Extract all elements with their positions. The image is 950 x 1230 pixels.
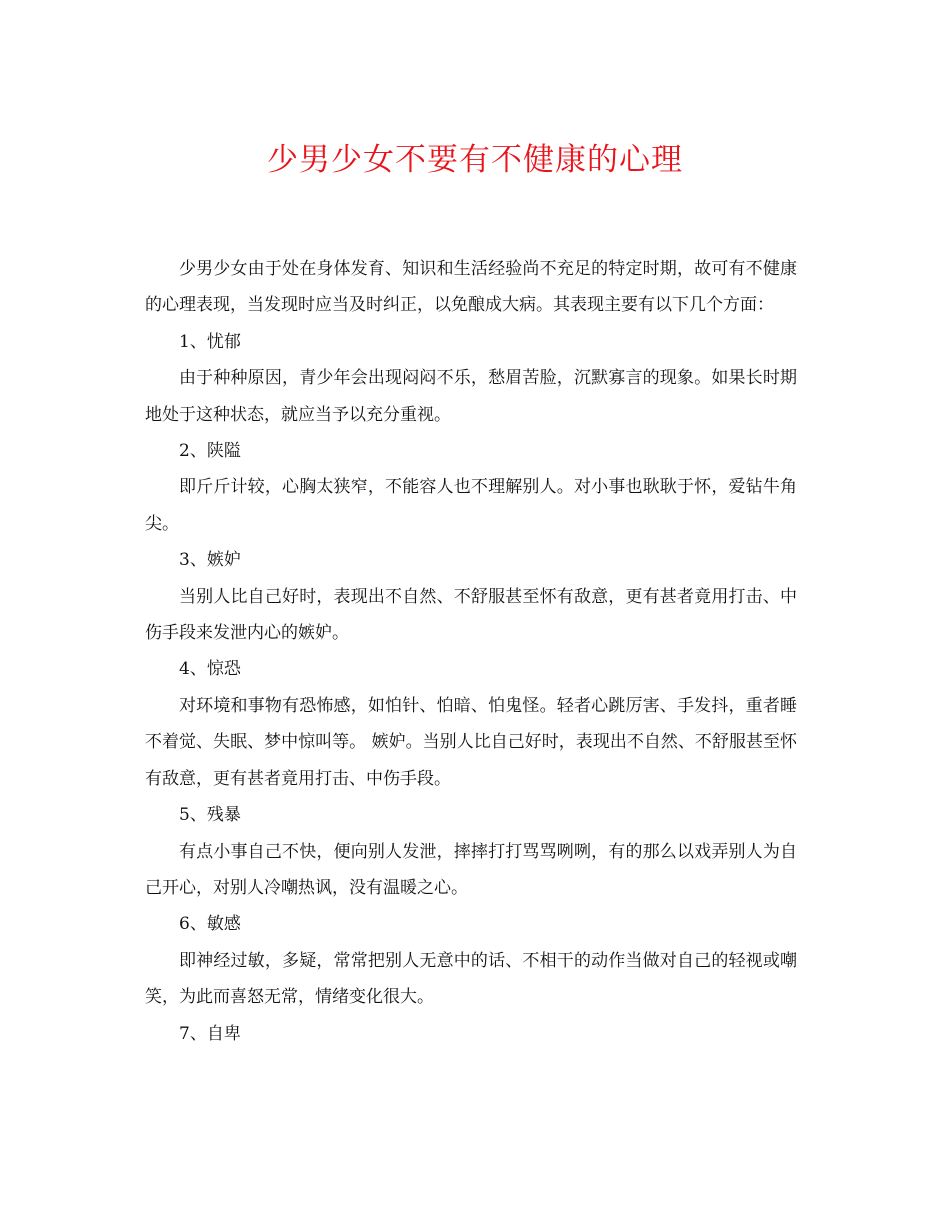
intro-paragraph: 少男少女由于处在身体发育、知识和生活经验尚不充足的特定时期，故可有不健康的心理表现，当发现时应当及时纠正，以免酿成大病。其表现主要有以下几个方面： [145,259,797,316]
section-heading: 5、残暴 [179,805,241,826]
section-heading: 4、惊恐 [179,659,241,680]
section-heading: 6、敏感 [179,914,241,935]
section-heading: 1、忧郁 [179,331,241,352]
section-heading: 3、嫉妒 [179,550,241,571]
section-paragraph: 由于种种原因，青少年会出现闷闷不乐，愁眉苦脸，沉默寡言的现象。如果长时期地处于这种状态，就应当予以充分重视。 [145,368,797,425]
section-paragraph: 即斤斤计较，心胸太狭窄，不能容人也不理解别人。对小事也耿耿于怀，爱钻牛角尖。 [145,477,797,534]
document-body [145,251,797,1052]
section-paragraph: 有点小事自己不快，便向别人发泄，摔摔打打骂骂咧咧，有的那么以戏弄别人为自己开心，对别人冷嘲热讽，没有温暖之心。 [145,841,797,898]
section-heading: 7、自卑 [179,1023,241,1044]
document-title: 少男少女不要有不健康的心理 [267,142,683,178]
section-heading: 2、陕隘 [179,441,241,462]
section-paragraph: 对环境和事物有恐怖感，如怕针、怕暗、怕鬼怪。轻者心跳厉害、手发抖，重者睡不着觉、失眠、梦中惊叫等。 嫉妒。当别人比自己好时，表现出不自然、不舒服甚至怀有敌意，更有甚者竟用打击、中伤手段。 [145,695,797,789]
section-paragraph: 当别人比自己好时，表现出不自然、不舒服甚至怀有敌意，更有甚者竟用打击、中伤手段来发泄内心的嫉妒。 [145,586,797,644]
section-paragraph: 即神经过敏，多疑，常常把别人无意中的话、不相干的动作当做对自己的轻视或嘲笑，为此而喜怒无常，情绪变化很大。 [145,950,797,1008]
